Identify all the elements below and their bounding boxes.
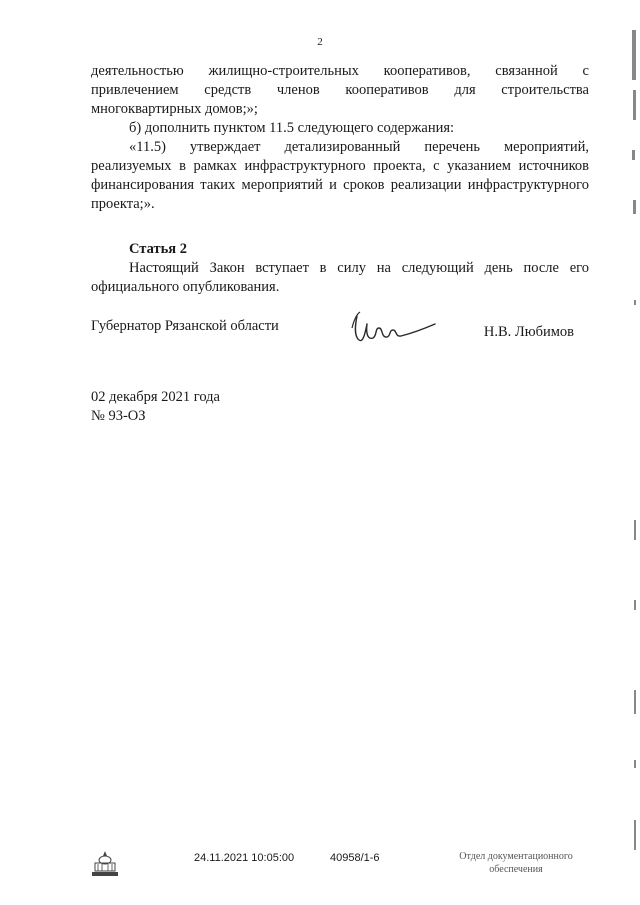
signature-row bbox=[91, 318, 589, 348]
text-line: проекта;». bbox=[91, 196, 155, 212]
document-date-number bbox=[91, 388, 220, 426]
dept-line: Отдел документационного bbox=[459, 851, 573, 862]
text-line: «11.5) утверждает детализированный перечень мероприятий, bbox=[129, 139, 589, 155]
dept-line: обеспечения bbox=[489, 864, 543, 875]
document-date: 02 декабря 2021 года bbox=[91, 389, 220, 405]
paragraph-point-11-5 bbox=[91, 138, 589, 214]
text-line: финансирования таких мероприятий и сроков реализации инфраструктурного bbox=[91, 177, 589, 193]
scan-edge-marks bbox=[628, 0, 640, 905]
text-line: деятельностью жилищно-строительных кооперативов, связанной с bbox=[91, 63, 589, 79]
handwritten-signature bbox=[351, 310, 451, 350]
paragraph-entry-into-force bbox=[91, 259, 589, 297]
footer-timestamp: 24.11.2021 10:05:00 bbox=[194, 852, 295, 864]
footer bbox=[0, 852, 640, 892]
text-line: официального опубликования. bbox=[91, 279, 280, 295]
text-line: Настоящий Закон вступает в силу на следующий день после его bbox=[129, 260, 589, 276]
text-line: привлечением средств членов кооперативов для строительства bbox=[91, 82, 589, 98]
heading-text: Статья 2 bbox=[129, 241, 187, 257]
footer-doc-number: 40958/1-6 bbox=[330, 852, 380, 864]
department-stamp bbox=[436, 850, 596, 876]
duma-logo-icon bbox=[88, 848, 122, 882]
page-number: 2 bbox=[317, 36, 323, 48]
text-line: б) дополнить пунктом 11.5 следующего содержания: bbox=[129, 120, 455, 136]
signatory-title: Губернатор Рязанской области bbox=[91, 318, 279, 334]
article-heading bbox=[91, 240, 589, 259]
document-number: № 93-ОЗ bbox=[91, 408, 146, 424]
paragraph-continuation bbox=[91, 62, 589, 119]
signatory-name: Н.В. Любимов bbox=[483, 324, 574, 340]
text-line: многоквартирных домов;»; bbox=[91, 101, 258, 117]
text-line: реализуемых в рамках инфраструктурного проекта, с указанием источников bbox=[91, 158, 589, 174]
paragraph-amendment-b bbox=[91, 119, 589, 138]
